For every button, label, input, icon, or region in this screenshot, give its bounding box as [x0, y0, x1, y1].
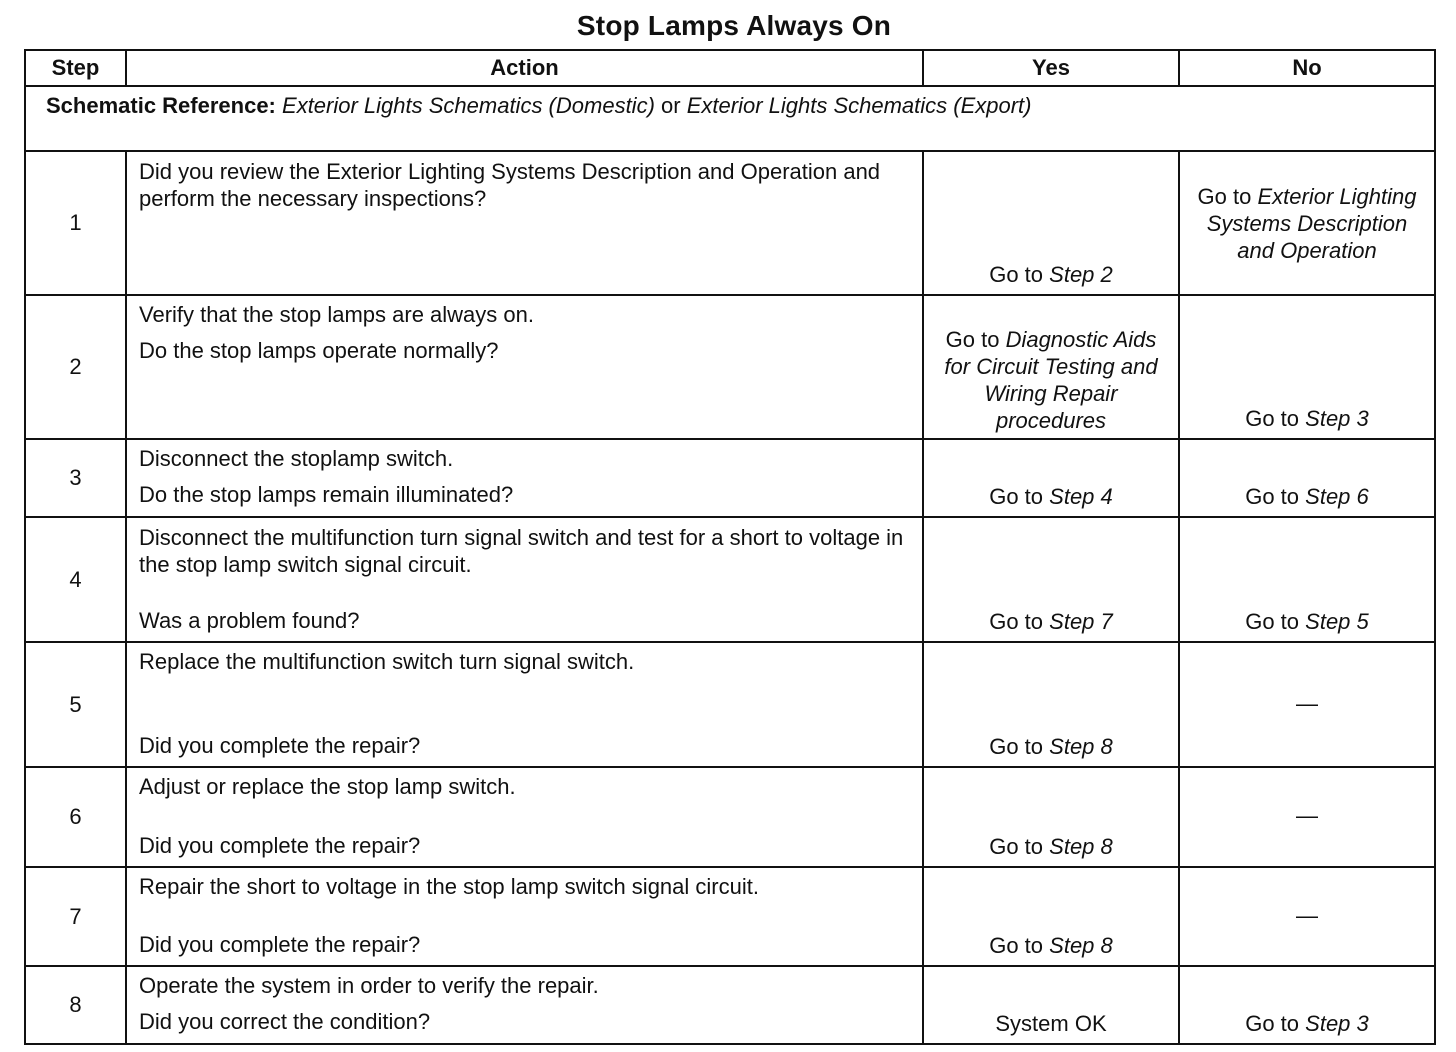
step-number: 4	[25, 517, 126, 642]
diagnostic-table	[24, 49, 1436, 1045]
header-step: Step	[25, 50, 126, 86]
yes-link[interactable]: Step 4	[1049, 484, 1113, 509]
no-cell	[1179, 966, 1435, 1044]
step-number: 2	[25, 295, 126, 439]
action-cell	[126, 517, 923, 642]
yes-link[interactable]: Step 8	[1049, 734, 1113, 759]
action-question: Did you complete the repair?	[139, 733, 421, 758]
schematic-label: Schematic Reference:	[46, 93, 276, 118]
header-row	[25, 50, 1435, 86]
yes-cell	[923, 642, 1179, 767]
schematic-link-domestic[interactable]: Exterior Lights Schematics (Domestic)	[282, 93, 655, 118]
action-question: Did you complete the repair?	[139, 833, 421, 858]
step-number: 7	[25, 867, 126, 966]
yes-link[interactable]: Diagnostic Aids for Circuit Testing and Wiring Repair procedures	[944, 327, 1158, 433]
no-cell	[1179, 151, 1435, 295]
action-question: Did you correct the condition?	[139, 1009, 431, 1034]
action-text: Disconnect the stoplamp switch.	[139, 446, 454, 471]
no-link[interactable]: Step 3	[1305, 1011, 1369, 1036]
yes-prefix: Go to	[989, 484, 1044, 509]
yes-prefix: Go to	[989, 734, 1044, 759]
action-text: Disconnect the multifunction turn signal switch and test for a short to voltage in the stop lamp switch signal circuit.	[139, 525, 904, 577]
action-question: Do the stop lamps operate normally?	[139, 338, 499, 363]
step-number: 6	[25, 767, 126, 867]
yes-cell	[923, 151, 1179, 295]
yes-link[interactable]: Step 8	[1049, 933, 1113, 958]
action-cell	[126, 295, 923, 439]
no-link[interactable]: Step 6	[1305, 484, 1369, 509]
step-number: 5	[25, 642, 126, 767]
no-prefix: Go to	[1245, 406, 1300, 431]
step-number: 8	[25, 966, 126, 1044]
action-text: Repair the short to voltage in the stop lamp switch signal circuit.	[139, 874, 759, 899]
step-number: 1	[25, 151, 126, 295]
schematic-row	[25, 86, 1435, 151]
action-text: Adjust or replace the stop lamp switch.	[139, 774, 516, 799]
yes-cell	[923, 517, 1179, 642]
yes-cell: System OK	[923, 966, 1179, 1044]
action-text: Verify that the stop lamps are always on.	[139, 302, 534, 327]
table-row	[25, 867, 1435, 966]
table-row	[25, 767, 1435, 867]
yes-prefix: Go to	[989, 609, 1044, 634]
table-row	[25, 517, 1435, 642]
no-prefix: Go to	[1245, 484, 1300, 509]
step-number: 3	[25, 439, 126, 517]
no-link[interactable]: Exterior Lighting Systems Description and Operation	[1206, 183, 1417, 263]
action-cell	[126, 767, 923, 867]
yes-link[interactable]: Step 7	[1049, 609, 1113, 634]
header-yes: Yes	[923, 50, 1179, 86]
action-cell	[126, 642, 923, 767]
yes-prefix: Go to	[989, 933, 1044, 958]
action-text: Did you review the Exterior Lighting Systems Description and Operation and perform the necessary inspections?	[139, 159, 881, 211]
table-row	[25, 295, 1435, 439]
yes-cell	[923, 867, 1179, 966]
action-question: Do the stop lamps remain illuminated?	[139, 482, 514, 507]
no-cell	[1179, 439, 1435, 517]
action-text: Operate the system in order to verify the repair.	[139, 973, 599, 998]
no-link[interactable]: Step 5	[1305, 609, 1369, 634]
no-cell	[1179, 517, 1435, 642]
action-question: Did you complete the repair?	[139, 932, 421, 957]
yes-cell	[923, 439, 1179, 517]
no-prefix: Go to	[1197, 183, 1252, 209]
schematic-or: or	[661, 93, 681, 118]
table-row	[25, 151, 1435, 295]
schematic-link-export[interactable]: Exterior Lights Schematics (Export)	[686, 93, 1032, 118]
yes-link[interactable]: Step 8	[1049, 834, 1113, 859]
yes-prefix: Go to	[945, 327, 1000, 352]
page-title: Stop Lamps Always On	[576, 10, 892, 41]
table-row	[25, 642, 1435, 767]
no-cell: —	[1179, 642, 1435, 767]
no-cell: —	[1179, 767, 1435, 867]
action-text: Replace the multifunction switch turn signal switch.	[139, 649, 635, 674]
action-cell	[126, 439, 923, 517]
no-cell: —	[1179, 867, 1435, 966]
action-cell	[126, 966, 923, 1044]
yes-cell	[923, 767, 1179, 867]
table-row	[25, 439, 1435, 517]
yes-link[interactable]: Step 2	[1049, 262, 1113, 287]
action-question: Was a problem found?	[139, 608, 360, 633]
action-cell	[126, 151, 923, 295]
yes-cell	[923, 295, 1179, 439]
yes-prefix: Go to	[989, 262, 1044, 287]
schematic-reference	[25, 86, 1435, 151]
header-no: No	[1179, 50, 1435, 86]
no-cell	[1179, 295, 1435, 439]
no-link[interactable]: Step 3	[1305, 406, 1369, 431]
yes-prefix: Go to	[989, 834, 1044, 859]
no-prefix: Go to	[1245, 1011, 1300, 1036]
table-row	[25, 966, 1435, 1044]
action-cell	[126, 867, 923, 966]
no-prefix: Go to	[1245, 609, 1300, 634]
header-action: Action	[126, 50, 923, 86]
